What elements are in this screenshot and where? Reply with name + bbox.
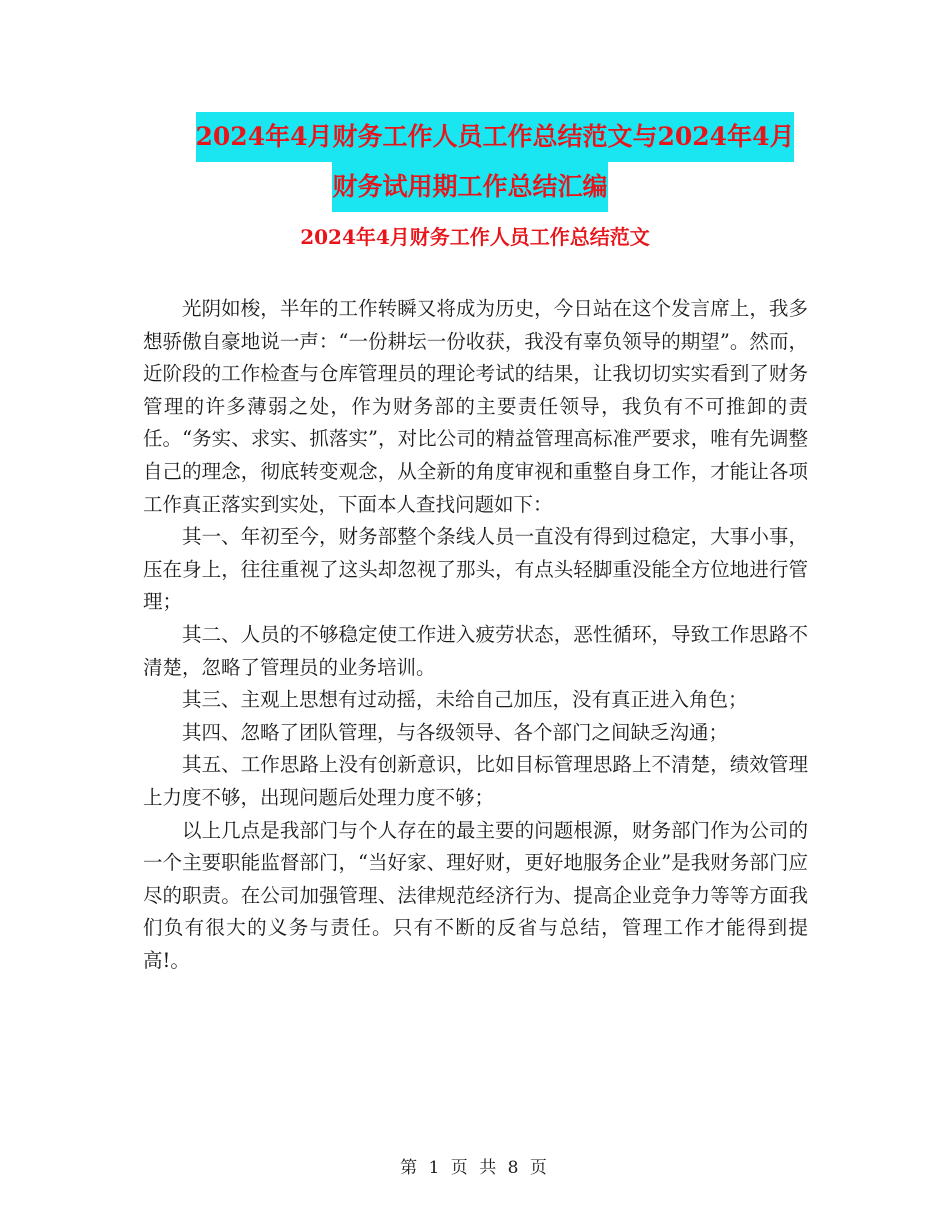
document-title-line-1: 2024年4月财务工作人员工作总结范文与2024年4月 xyxy=(196,112,795,162)
paragraph-intro: 光阴如梭，半年的工作转瞬又将成为历史，今日站在这个发言席上，我多想骄傲自豪地说一声：“一份耕坛一份收获，我没有辜负领导的期望”。然而，近阶段的工作检查与仓库管理员的理论考试的结果，让我切切实实看到了财务管理的许多薄弱之处，作为财务部的主要责任领导，我负有不可推卸的责任。“务实、求实、抓落实”，对比公司的精益管理高标准严要求，唯有先调整自己的理念，彻底转变观念，从全新的角度审视和重整自身工作，才能让各项工作真正落实到实处，下面本人查找问题如下： xyxy=(143,297,808,516)
document-title-line-2: 财务试用期工作总结汇编 xyxy=(332,162,607,212)
section-heading: 2024年4月财务工作人员工作总结范文 xyxy=(300,225,650,249)
paragraph-conclusion: 以上几点是我部门与个人存在的最主要的问题根源，财务部门作为公司的一个主要职能监督部门，“当好家、理好财，更好地服务企业”是我财务部门应尽的职责。在公司加强管理、法律规范经济行为、提高企业竞争力等等方面我们负有很大的义务与责任。只有不断的反省与总结，管理工作才能得到提高!。 xyxy=(143,818,808,972)
document-title xyxy=(0,112,950,212)
paragraph-issue-5: 其五、工作思路上没有创新意识，比如目标管理思路上不清楚，绩效管理上力度不够，出现问题后处理力度不够； xyxy=(143,753,808,809)
paragraph-issue-1: 其一、年初至今，财务部整个条线人员一直没有得到过稳定，大事小事，压在身上，往往重视了这头却忽视了那头，有点头轻脚重没能全方位地进行管理； xyxy=(143,525,808,614)
paragraph-issue-2: 其二、人员的不够稳定使工作进入疲劳状态，恶性循环，导致工作思路不清楚，忽略了管理员的业务培训。 xyxy=(143,622,808,679)
document-body xyxy=(143,293,808,977)
paragraph-issue-4: 其四、忽略了团队管理，与各级领导、各个部门之间缺乏沟通； xyxy=(182,720,729,744)
page-number-footer: 第 1 页 共 8 页 xyxy=(400,1158,550,1178)
paragraph-issue-3: 其三、主观上思想有过动摇，未给自己加压，没有真正进入角色； xyxy=(182,688,748,712)
